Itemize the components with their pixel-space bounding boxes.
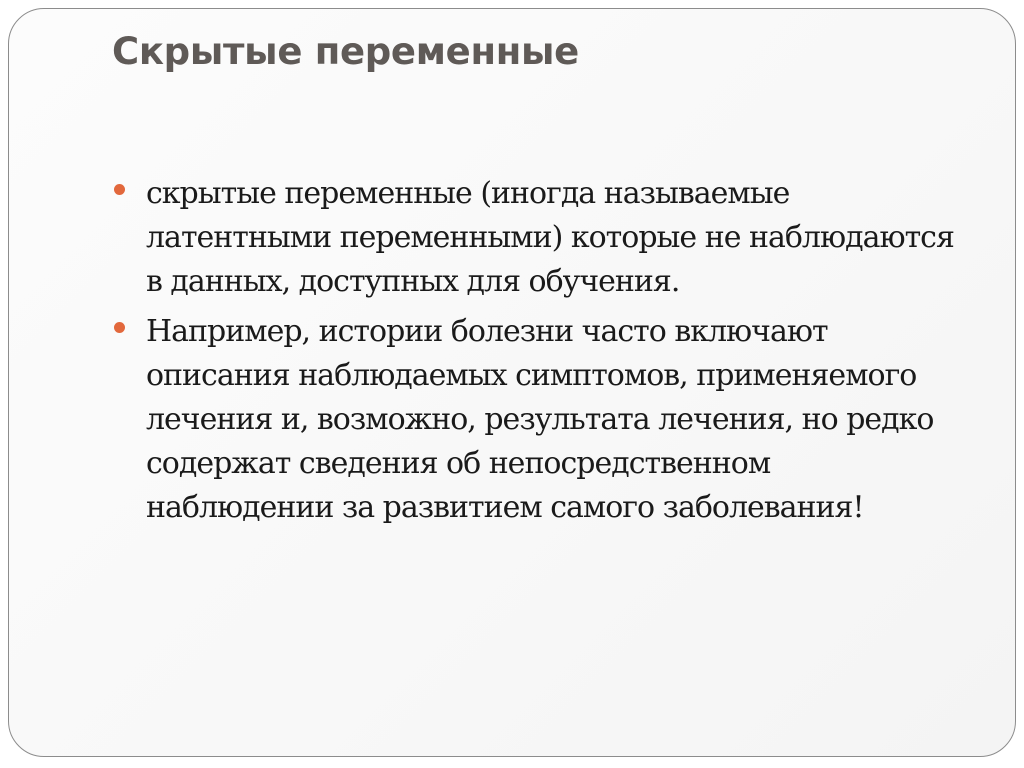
- bullet-item: [114, 310, 954, 530]
- bullet-dot-icon: [114, 184, 125, 195]
- slide-title: Скрытые переменные: [112, 30, 579, 73]
- bullet-list: [114, 172, 954, 536]
- bullet-item: [114, 172, 954, 304]
- bullet-text: скрытые переменные (иногда называемые латентными переменными) которые не наблюдаются в данных, доступных для обучения.: [146, 176, 954, 299]
- bullet-text: Например, истории болезни часто включают описания наблюдаемых симптомов, применяемого лечения и, возможно, результата лечения, но редко содержат сведения об непосредственном наблюдении за развитием самого заболевания!: [146, 314, 934, 525]
- bullet-dot-icon: [114, 322, 125, 333]
